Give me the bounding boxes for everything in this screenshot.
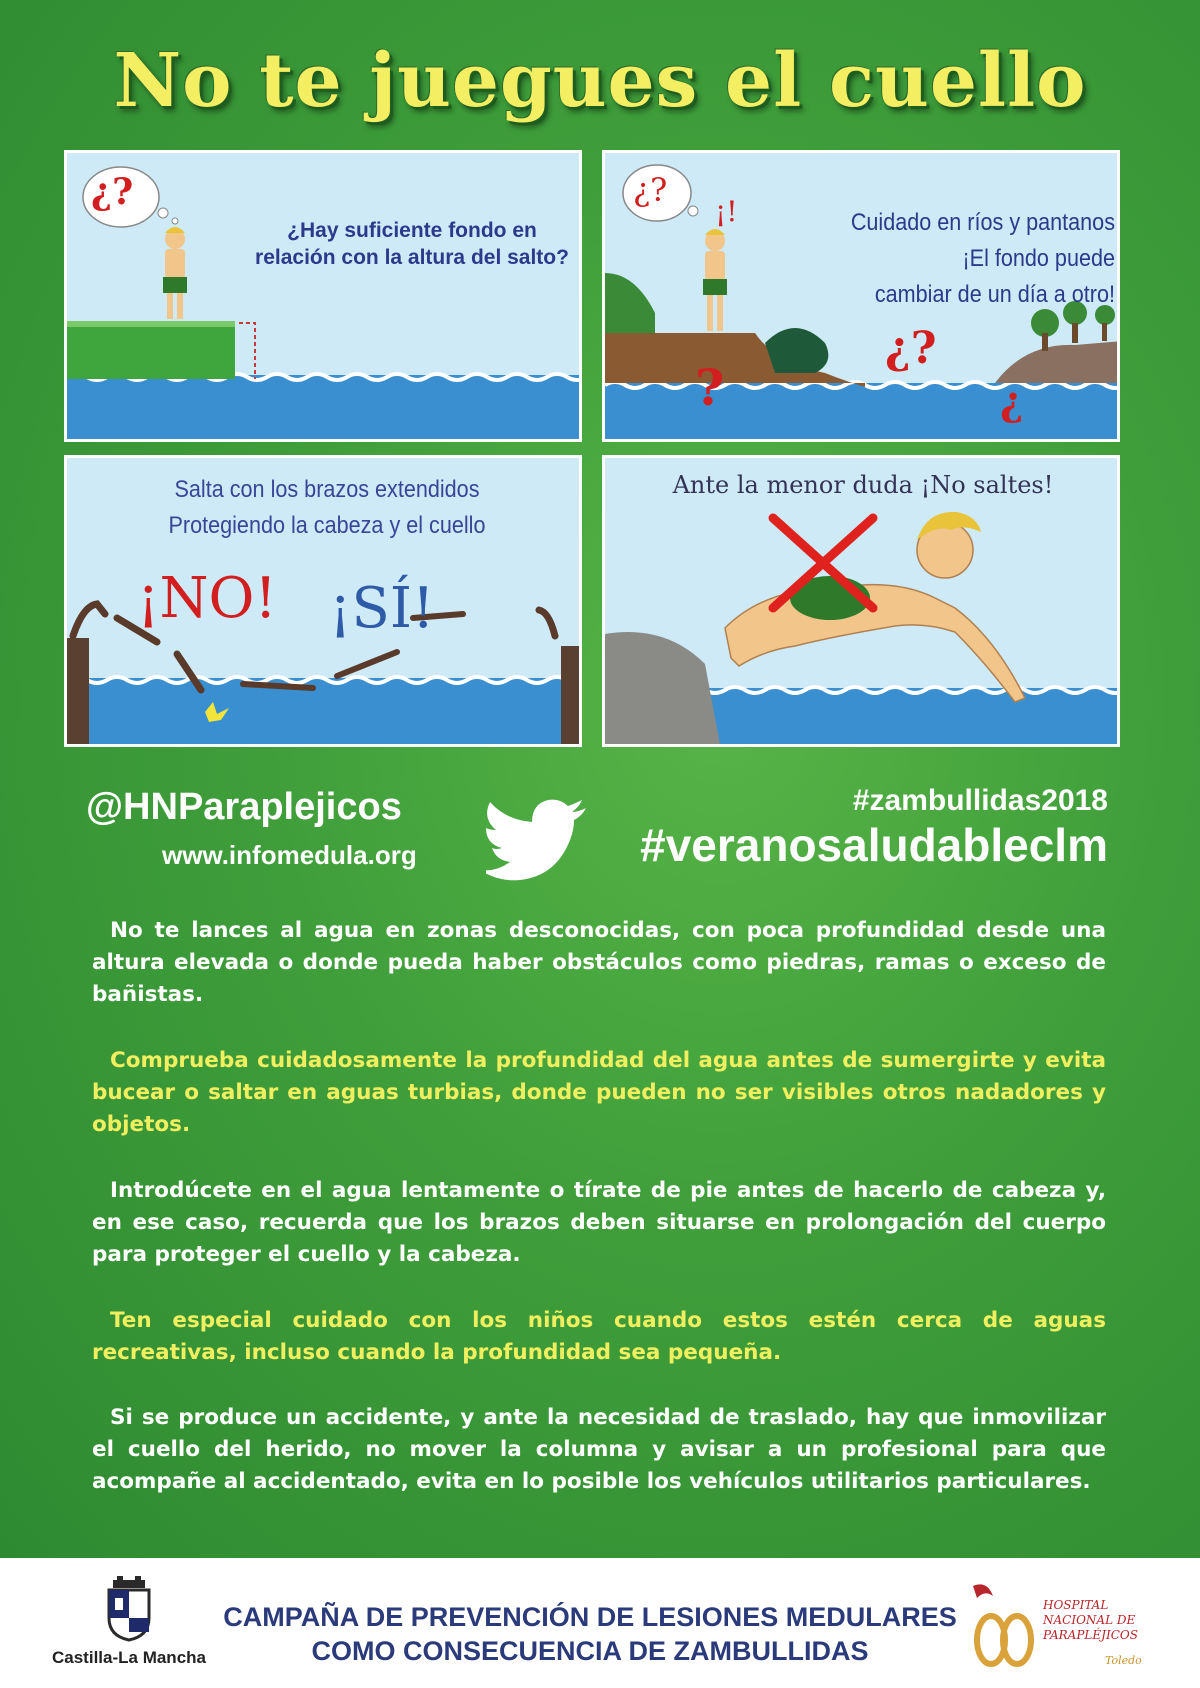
panel-3-line: Protegiendo la cabeza y el cuello xyxy=(168,512,486,539)
hospital-logo xyxy=(965,1580,1165,1680)
coat-of-arms-icon xyxy=(99,1576,159,1642)
panel-arms-extended xyxy=(64,455,582,747)
panel-2-text xyxy=(809,205,1115,313)
question-mark-decor: ? xyxy=(695,358,725,417)
panel-rivers xyxy=(602,150,1120,442)
footer xyxy=(0,1558,1200,1688)
thought-symbol: ¿? xyxy=(91,171,134,213)
thought-symbol: ¿? xyxy=(633,171,668,209)
advice-paragraph: No te lances al agua en zonas desconocidas, con poca profundidad desde una altura elevada o donde pueda haber obstáculos como piedras, ramas o exceso de bañistas. xyxy=(92,918,1106,1007)
question-mark-decor: ¿? xyxy=(885,323,937,374)
panel-4-text: Ante la menor duda ¡No saltes! xyxy=(672,471,1054,499)
hospital-emblem-icon xyxy=(965,1580,1045,1680)
hashtag-veranosaludable: #veranosaludableclm xyxy=(640,819,1108,871)
twitter-bird-icon xyxy=(486,794,596,884)
poster-title: No te juegues el cuello xyxy=(113,38,1087,124)
campaign-title xyxy=(210,1600,970,1668)
twitter-handle: @HNParaplejicos xyxy=(86,786,402,828)
panel-depth-check xyxy=(64,150,582,442)
no-label: ¡NO! xyxy=(137,566,277,631)
hospital-line: HOSPITAL xyxy=(1043,1598,1109,1612)
region-label: Castilla-La Mancha xyxy=(52,1648,206,1667)
panel-2-line: Cuidado en ríos y pantanos xyxy=(850,209,1115,236)
panel-3-text xyxy=(120,472,534,544)
si-label: ¡SÍ! xyxy=(329,576,435,641)
panel-2-line: ¡El fondo puede xyxy=(962,245,1115,272)
hashtag-zambullidas: #zambullidas2018 xyxy=(852,784,1108,817)
panel-1-text: ¿Hay suficiente fondo en relación con la altura del salto? xyxy=(255,219,569,270)
panel-dont-jump xyxy=(602,455,1120,747)
hospital-name xyxy=(1043,1598,1153,1643)
advice-paragraph: Si se produce un accidente, y ante la necesidad de traslado, hay que inmovilizar el cuello del herido, no mover la columna y avisar a un profesional para que acompañe al accidentado, evita en lo posible los vehículos utilitarios particulares. xyxy=(92,1405,1106,1494)
campaign-line: COMO CONSECUENCIA DE ZAMBULLIDAS xyxy=(311,1636,869,1666)
panel-2-line: cambiar de un día a otro! xyxy=(874,281,1115,308)
question-mark-decor: ¿ xyxy=(1000,378,1024,425)
panel-diver-illustration xyxy=(605,458,1120,747)
advice-paragraph: Comprueba cuidadosamente la profundidad del agua antes de sumergirte y evita bucear o saltar en aguas turbias, donde pueden no ser visibles otros nadadores y objetos. xyxy=(92,1048,1106,1137)
hospital-line: PARAPLÉJICOS xyxy=(1043,1628,1138,1642)
campaign-line: CAMPAÑA DE PREVENCIÓN DE LESIONES MEDULARES xyxy=(223,1602,957,1632)
panel-3-line: Salta con los brazos extendidos xyxy=(174,476,480,503)
hospital-line: NACIONAL DE xyxy=(1043,1613,1136,1627)
advice-paragraph: Ten especial cuidado con los niños cuando estos estén cerca de aguas recreativas, incluso cuando la profundidad sea pequeña. xyxy=(92,1308,1106,1365)
advice-paragraph: Introdúcete en el agua lentamente o tírate de pie antes de hacerlo de cabeza y, en ese caso, recuerda que los brazos deben situarse en prolongación del cuerpo para proteger el cuello y la cabeza. xyxy=(92,1178,1106,1267)
hospital-city: Toledo xyxy=(1105,1654,1142,1667)
exclaim-symbol: ¡! xyxy=(715,195,738,228)
website-link[interactable]: www.infomedula.org xyxy=(162,840,417,870)
castilla-la-mancha-logo xyxy=(44,1576,214,1668)
panel-depth-illustration xyxy=(67,153,582,442)
